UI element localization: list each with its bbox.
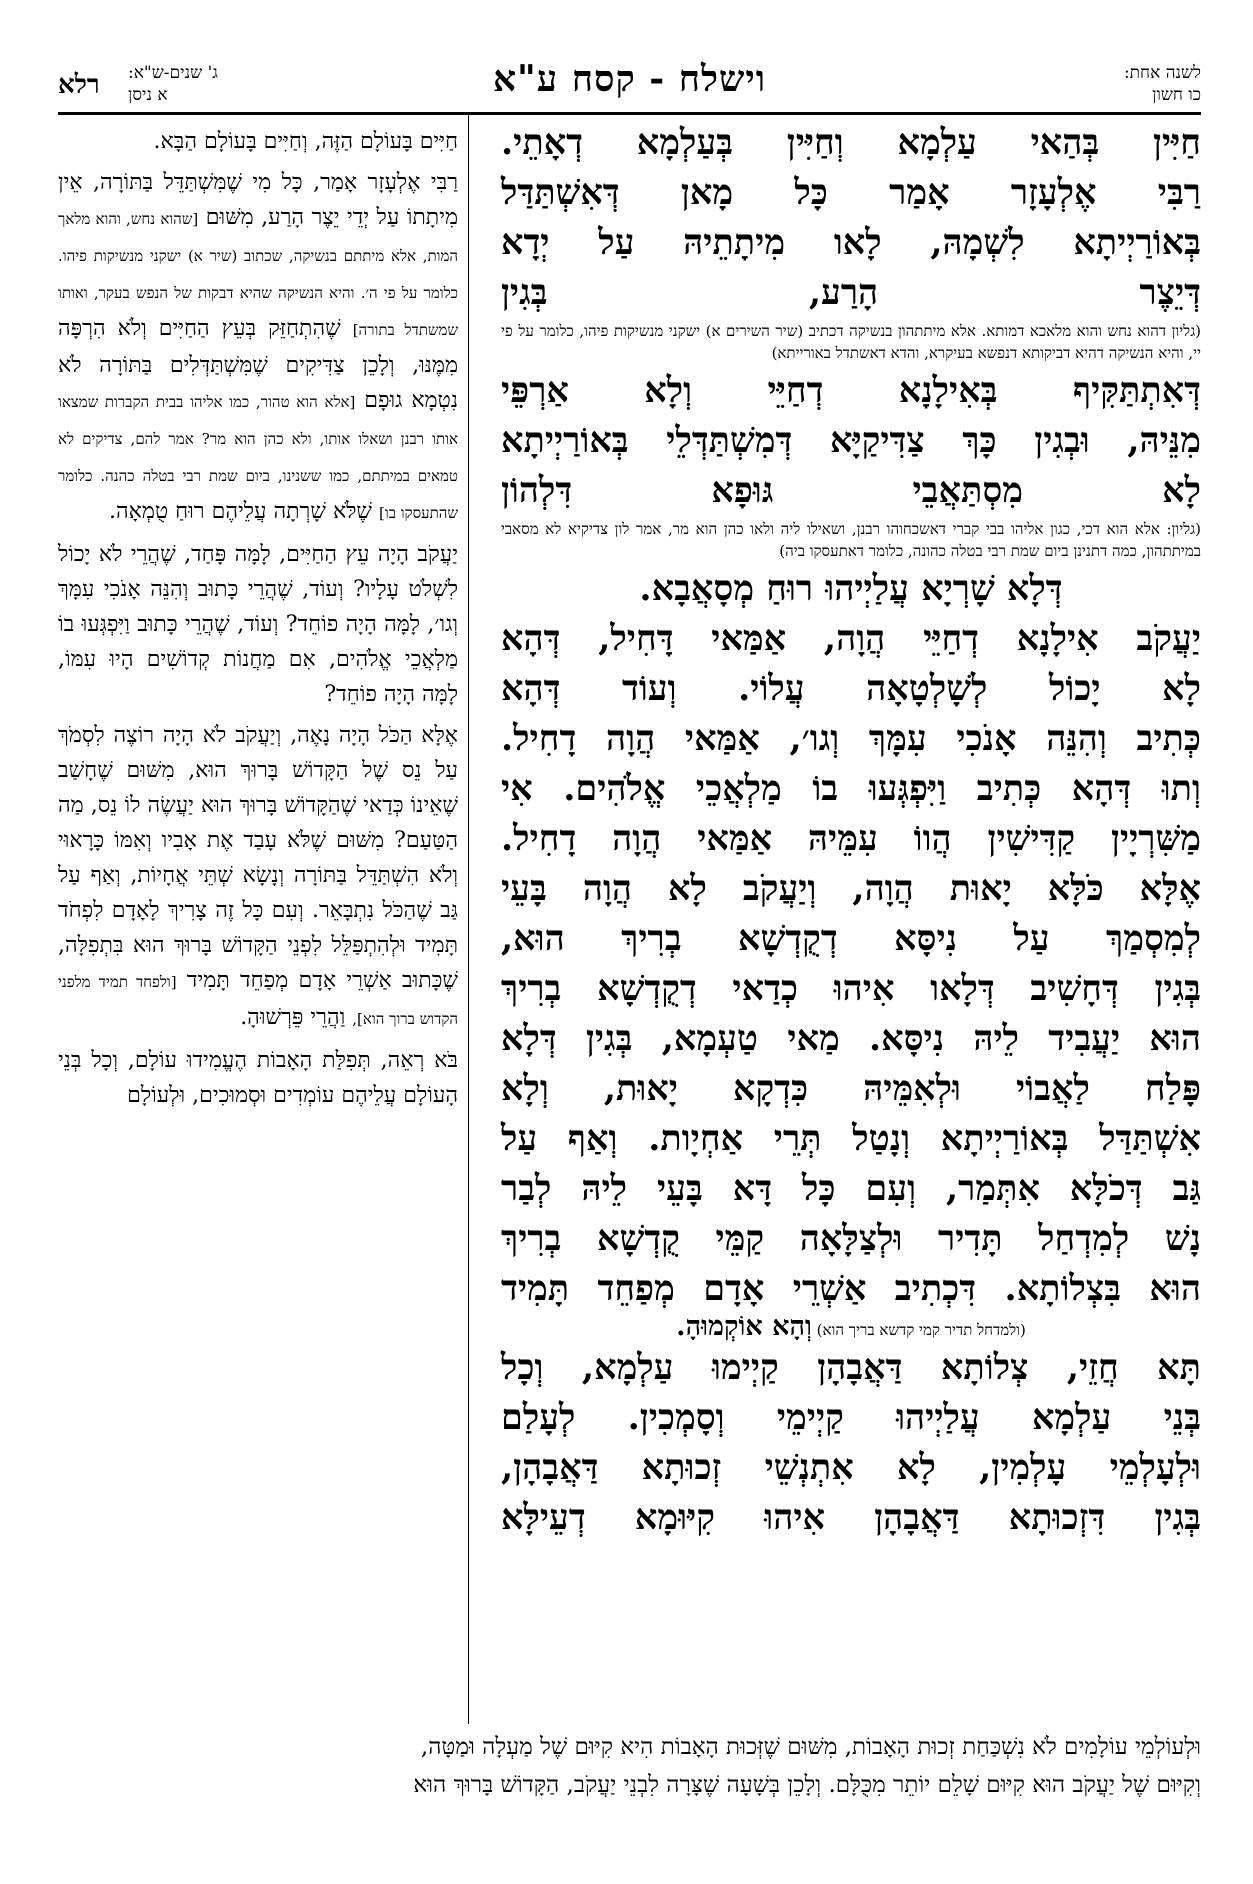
main-aramaic-column [501, 118, 1201, 1543]
gloss-3-tail: וְהָא אוֹקְמוּהָ. [676, 1311, 812, 1342]
main-line: בְּגִין דְּחָשִׁיב דְּלָאו אִיהוּ כְדַאי דְקֻדְשָׁא בְרִיךְ [501, 968, 1201, 1009]
right-schedule-line2: כו חשון [1152, 85, 1201, 105]
side-para-2-note: [שהוא נחש, והוא מלאך המות, אלא מיתתם בנשיקה, שכתוב (שיר א) ישקני מנשיקות פיהו. כלומר על פי ה׳. והיא הנשיקה שהיא דבקות של הנפש בעקר, ואותו שמשתדל בתורה] [58, 210, 459, 339]
main-centered-line: דְּלָא שָׁרְיָא עֲלַיְיהוּ רוּחַ מְסָאֲבָא. [639, 568, 1063, 609]
bottom-line-2: וְקִיּוּם שֶׁל יַעֲקֹב הוּא קִיּוּם שָׁלֵם יוֹתֵר מִכֻּלָּם. וְלָכֵן בְּשָׁעָה שֶׁצָּרָה לִבְנֵי יַעֲקֹב, הַקָּדוֹשׁ בָּרוּךְ הוּא [413, 1772, 1201, 1798]
side-para-5-note: [ולפחד תמיד מלפני הקדוש ברוך הוא], [58, 973, 458, 1028]
side-para-6: בֹּא רְאֵה, תְּפִלַּת הָאָבוֹת הֶעֱמִידוּ עוֹלָם, וְכָל בְּנֵי הָעוֹלָם עֲלֵיהֶם עוֹמְדִים וּסְמוּכִים, וּלְעוֹלָם [58, 1048, 458, 1108]
page-number: רלא [58, 70, 100, 100]
main-line: בְּגִין דִּזְכוּתָא דַּאֲבָהָן אִיהוּ קִיּוּמָא דְעֵילָּא [501, 1497, 1201, 1538]
page-header [58, 56, 1201, 106]
right-schedule-box [1124, 62, 1201, 106]
main-line: אִשְׁתַּדַּל בְּאוֹרַיְיתָא וְנָטַל תְּרֵי אַחְיָות. וְאַף עַל [501, 1118, 1201, 1159]
side-para-2-text: רַבִּי אֶלְעָזָר אָמַר, כָּל מִי שֶׁמִּשְׁתַּדֵּל בַּתּוֹרָה, אֵין מִיתָתוֹ עַל יְדֵי יֵצֶר הָרַע, מִשּׁוּם [58, 170, 458, 230]
side-para-3-note: [אלא הוא טהור, כמו אליהו בבית הקברות שמצאו אותו רבנן ושאלו אותו, ולא כהן הוא מר? אמר להם, צדיקים לא טמאים במיתתם, כמו ששנינו, ביום שמת רבי בטלה כהנה. כלומר שהתעסקו בו] [58, 393, 458, 522]
main-line: הוּא יַעֲבִיד לֵיהּ נִיסָּא. מַאי טַעְמָא, בְּגִין דְּלָא [501, 1018, 1201, 1059]
side-para-4: יַעֲקֹב הָיָה עֵץ הַחַיִּים, לָמָּה פָּחַד, שֶׁהֲרֵי לֹא יָכוֹל לִשְׁלֹט עָלָיו? וְעוֹד, שֶׁהֲרֵי כָּתוּב וְהִנֵּה אָנֹכִי עִמָּךְ וְגו׳, לָמָּה הָיָה פוֹחֵד? וְעוֹד, שֶׁהֲרֵי כָּתוּב וַיִּפְגְּעוּ בוֹ מַלְאֲכֵי אֱלֹהִים, אִם מַחֲנוֹת קְדוֹשִׁים הָיוּ עִמּוֹ, לָמָּה הָיָה פוֹחֵד? [58, 542, 458, 707]
main-line: דְּיֵצֶר הָרַע, בְּגִין [501, 272, 1201, 313]
main-line: מַשִּׁרְיָין קַדִּישִׁין הֲווֹ עִמֵּיהּ אַמַּאי הֲוָה דָחִיל. [501, 818, 1201, 859]
gloss-1: (גליון דהוא נחש והוא מלאכא דמותא. אלא מיתתהון בנשיקה דכתיב (שיר השירים א) ישקני מנשיקות פיהו, כלומר על פי יי, והיא הנשיקה דהיא דביקותא דנפשא בעיקרא, והדא דאשתדל באורייתא) [501, 322, 1201, 362]
main-line: הוּא בִּצְלוֹתָא. דִּכְתִיב אַשְׁרֵי אָדָם מְפַחֵד תָּמִיד [501, 1268, 1201, 1309]
main-line: כְּתִיב וְהִנֵּה אָנֹכִי עִמָּךְ וְגו׳, אַמַּאי הֲוָה דָחִיל. [501, 718, 1201, 759]
main-line: גַּב דְּכֹלָּא אִתְּמַר, וְעִם כָּל דָּא בָּעֵי לֵיהּ לְבַר [501, 1168, 1201, 1209]
main-line: וּלְעָלְמֵי עָלְמִין, לָא אִתְנְשֵׁי זְכוּתָא דַּאֲבָהָן, [501, 1447, 1201, 1488]
gloss-3 [501, 1311, 1201, 1342]
main-line: דְּאִתְתַּקִּיף בְּאִילָנָא דְחַיֵּי וְלָא אַרְפֵּי [501, 370, 1201, 411]
hebrew-translation-column [58, 124, 458, 1119]
bottom-line-1: וּלְעוֹלְמֵי עוֹלָמִים לֹא נִשְׁכַּחַת זְכוּת הָאָבוֹת, מִשּׁוּם שֶׁזְּכוּת הָאָבוֹת הִיא קִיּוּם שֶׁל מַעְלָה וּמַטָּה, [420, 1734, 1201, 1760]
main-block-4 [501, 1343, 1201, 1543]
side-para-5-tail: וַהֲרֵי פֵּרְשׁוּהָ. [240, 1005, 346, 1030]
main-line: בְּנֵי עַלְמָא עֲלַיְיהוּ קַיְימֵי וְסָמְכִין. לְעָלַם [501, 1397, 1201, 1438]
side-para-5 [58, 718, 458, 1037]
page-title: וישלח - קסח ע"א [492, 58, 767, 100]
side-para-2 [58, 165, 458, 531]
gloss-3-text: (ולמדחל תדיר קמי קדשא בריך הוא) [816, 1321, 1026, 1339]
header-rule [58, 112, 1201, 115]
main-line: תָּא חֲזֵי, צְלוֹתָא דַּאֲבָהָן קַיְימוּ עַלְמָא, וְכָל [501, 1347, 1201, 1388]
main-line: חַיִּין בְּהַאי עַלְמָא וְחַיִּין בְּעַלְמָא דְאָתֵי. [501, 122, 1201, 163]
bottom-continuation [58, 1728, 1201, 1804]
main-block-3 [501, 614, 1201, 1314]
main-line: יַעֲקֹב אִילָנָא דְחַיֵּי הֲוָה, אַמַּאי דָּחִיל, דְּהָא [501, 618, 1201, 659]
column-divider [468, 112, 469, 1724]
left-schedule-line1: ג' שנים-ש"א: [128, 63, 218, 83]
side-para-5-text: אֶלָּא הַכֹּל הָיָה נָאֶה, וְיַעֲקֹב לֹא הָיָה רוֹצֶה לִסְמֹךְ עַל נֵס שֶׁל הַקָּדוֹשׁ בָּרוּךְ הוּא, מִשּׁוּם שֶׁחָשַׁב שֶׁאֵינוֹ כְּדַאי שֶׁהַקָּדוֹשׁ בָּרוּךְ הוּא יַעֲשֶׂה לוֹ נֵס, מַה הַטַּעַם? מִשּׁוּם שֶׁלֹּא עָבַד אֶת אָבִיו וְאִמּוֹ כָּרָאוּי וְלֹא הִשְׁתַּדֵּל בַּתּוֹרָה וְנָשָׂא שְׁתֵּי אֲחָיוֹת, וְאַף עַל גַּב שֶׁהַכֹּל נִתְבָּאֵר. וְעִם כָּל זֶה צָרִיךְ לָאָדָם לִפְחֹד תָּמִיד וּלְהִתְפַּלֵּל לִפְנֵי הַקָּדוֹשׁ בָּרוּךְ הוּא בִּתְפִלָּה, שֶׁכָּתוּב אַשְׁרֵי אָדָם מְפַחֵד תָּמִיד [58, 723, 458, 993]
left-schedule-line2: א ניסן [128, 85, 168, 105]
main-line: מִנֵּיהּ, וּבְגִין כָּךְ צַדִּיקַיָּא דְּמִשְׁתַּדְּלֵי בְּאוֹרַיְיתָא [501, 420, 1201, 461]
gloss-2: (גליון: אלא הוא דכי, כגון אליהו בבי קברי דאשכחוהו רבנן, ושאילו ליה ולאו כהן הוא מר, אמר לון צדיקיא לא מסאבי במיתתהון, כמה דתנינן ביום שמת רבי בטלה כהונה, כלומר דאתעסקו ביה) [501, 520, 1201, 560]
main-line: פָּלַח לַאֲבוֹי וּלְאִמֵּיהּ כִּדְקָא יָאוּת, וְלָא [501, 1068, 1201, 1109]
side-para-2-tail: שֶׁהִתְחַזֵּק בְּעֵץ הַחַיִּים וְלֹא הִרְפָּה מִמֶּנּוּ, וְלָכֵן צַדִּיקִים שֶׁמִּשְׁתַּדְּלִים בַּתּוֹרָה לֹא נִטְמָא גוּפָם [58, 316, 458, 413]
main-block-1 [501, 118, 1201, 318]
main-line: וְתוּ דְּהָא כְּתִיב וַיִּפְגְּעוּ בוֹ מַלְאֲכֵי אֱלֹהִים. אִי [501, 768, 1201, 809]
main-line: נָשׁ לְמִדְחַל תָּדִיר וּלְצַלָּאָה קַמֵּי קֻדְשָׁא בְרִיךְ [501, 1218, 1201, 1259]
side-para-3-tail: שֶׁלֹּא שָׁרְתָה עֲלֵיהֶם רוּחַ טֻמְאָה. [108, 499, 373, 524]
main-line: בְּאוֹרַיְיתָא לִשְׁמָהּ, לָאו מִיתָתֵיהּ עַל יְדָא [501, 222, 1201, 263]
main-line: לְמִסְמַךְ עַל נִיסָּא דְקֻדְשָׁא בְרִיךְ הוּא, [501, 918, 1201, 959]
main-line: לָא יָכוֹל לְשָׁלְטָאָה עֲלוֹי. וְעוֹד דְּהָא [501, 668, 1201, 709]
main-line: לָא מִסְתַּאֲבֵי גּוּפָא דִּלְהוֹן [501, 470, 1201, 511]
side-para-1: חַיִּים בָּעוֹלָם הַזֶּה, וְחַיִּים בָּעוֹלָם הַבָּא. [153, 129, 458, 154]
right-schedule-line1: לשנה אחת: [1123, 63, 1201, 83]
main-line: אֶלָּא כֹּלָּא יָאוּת הֲוָה, וְיַעֲקֹב לָא הֲוָה בָּעֵי [501, 868, 1201, 909]
main-block-2 [501, 366, 1201, 516]
main-line: רַבִּי אֶלְעָזָר אָמַר כָּל מָאן דְּאִשְׁתַּדַּל [501, 172, 1201, 213]
